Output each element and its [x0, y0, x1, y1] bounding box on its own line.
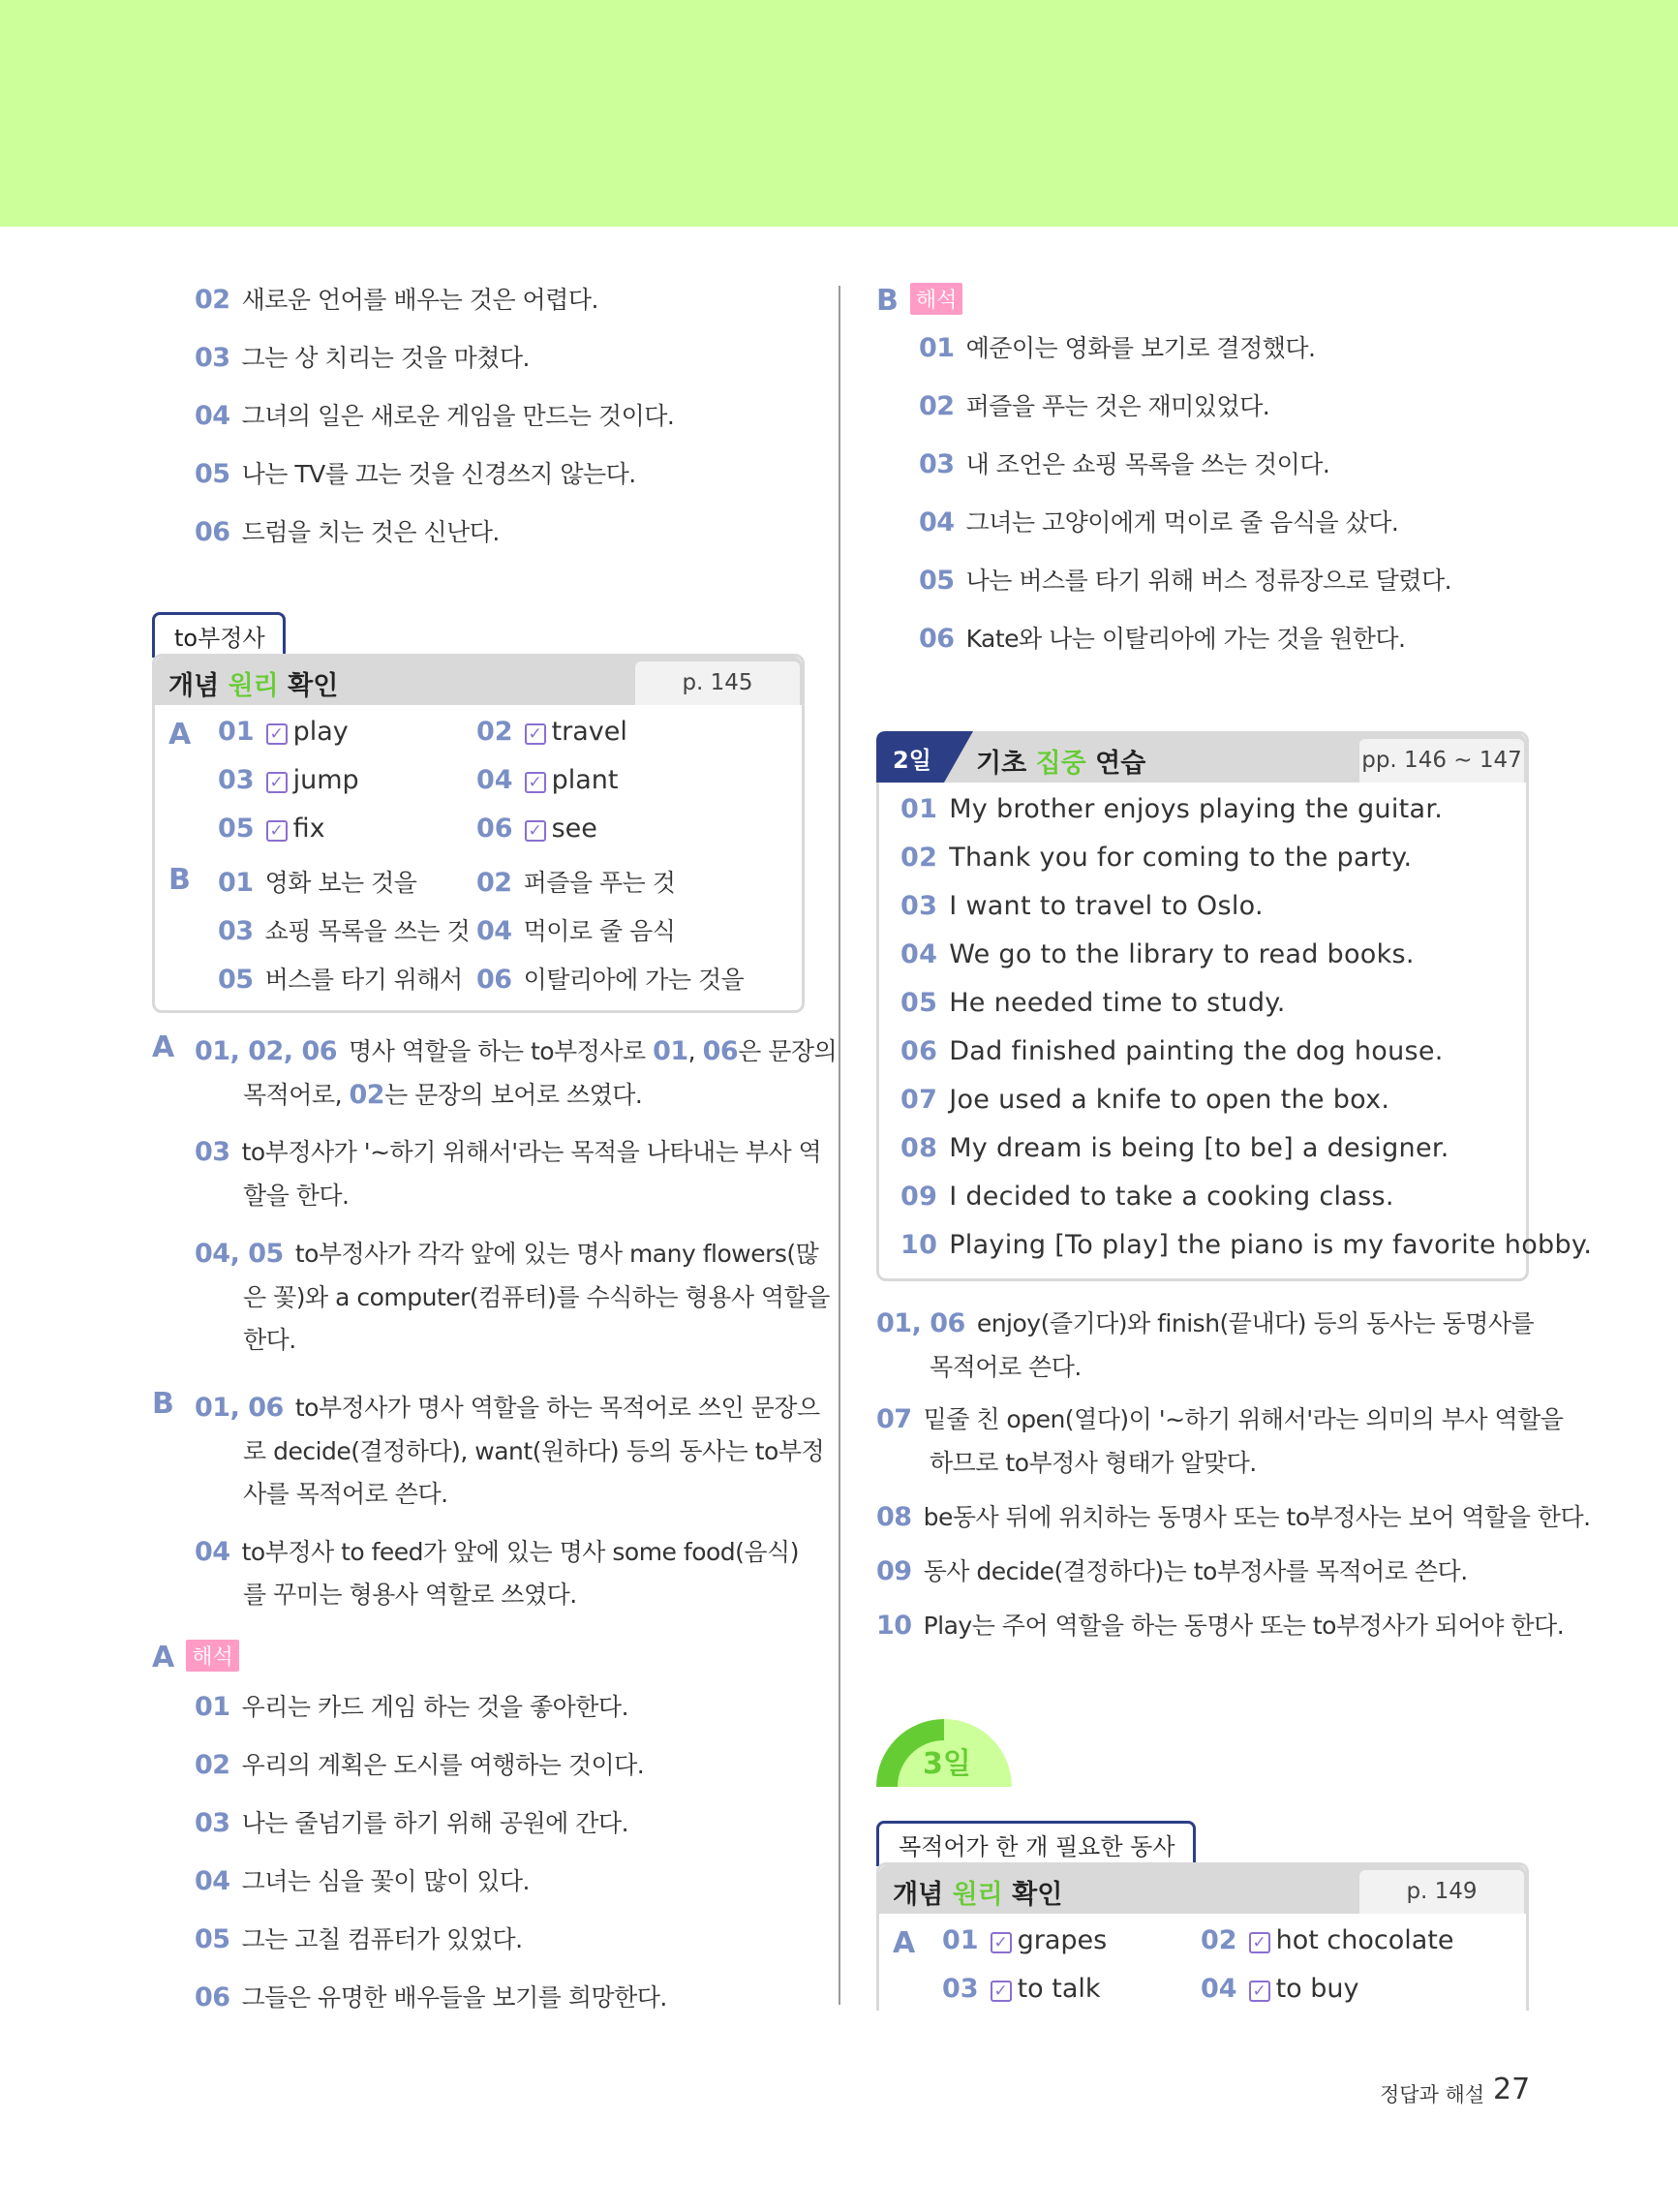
answer-item: 02 ✓ hot chocolate [1201, 1925, 1454, 1955]
check-icon: ✓ [266, 772, 288, 793]
check-icon: ✓ [266, 723, 288, 745]
answer-item: 03 ✓ to talk [942, 1974, 1101, 2004]
answer-item: 06 ✓ see [476, 814, 597, 844]
answer-item: 02 Thank you for coming to the party. [900, 843, 1413, 873]
answer-item: 05 ✓ fix [218, 814, 325, 844]
check-icon: ✓ [525, 820, 546, 842]
day-badge-label: 3일 [923, 1747, 971, 1781]
list-item: 01 우리는 카드 게임 하는 것을 좋아한다. [195, 1692, 629, 1722]
list-item: 04 그녀의 일은 새로운 게임을 만드는 것이다. [195, 401, 675, 431]
explanation-line: 목적어로, 02는 문장의 보어로 쓰였다. [243, 1080, 643, 1110]
day-label: 2일 [893, 747, 931, 774]
explanation-line: 08 be동사 뒤에 위치하는 동명사 또는 to부정사는 보어 역할을 한다. [876, 1502, 1591, 1532]
explanation-line: 한다. [243, 1326, 296, 1354]
box-title: 개념 원리 확인 [893, 1880, 1063, 1910]
list-item: 05 나는 버스를 타기 위해 버스 정류장으로 달렸다. [919, 566, 1452, 596]
list-item: 06 그들은 유명한 배우들을 보기를 희망한다. [195, 1982, 667, 2012]
list-item: 01 예준이는 영화를 보기로 결정했다. [919, 333, 1316, 363]
list-item: 06 드럼을 치는 것은 신난다. [195, 517, 500, 547]
list-item: 03 나는 줄넘기를 하기 위해 공원에 간다. [195, 1808, 629, 1838]
section-label-a: A [168, 718, 192, 752]
section-label-b: B [168, 863, 191, 897]
section-label-a: A [152, 1030, 175, 1064]
translation-tag: 해석 [186, 1640, 239, 1672]
category-tab: 목적어가 한 개 필요한 동사 [876, 1821, 1196, 1866]
list-item: 02 우리의 계획은 도시를 여행하는 것이다. [195, 1750, 645, 1780]
answer-item: 07 Joe used a knife to open the box. [900, 1085, 1390, 1115]
section-label-b: B [152, 1387, 174, 1421]
translation-header: A 해석 [152, 1640, 239, 1674]
answer-item: 05 버스를 타기 위해서 [218, 965, 463, 995]
box-title: 개념 원리 확인 [168, 671, 339, 701]
answer-item: 08 My dream is being [to be] a designer. [900, 1133, 1449, 1163]
list-item: 04 그녀는 심을 꽃이 많이 있다. [195, 1866, 530, 1896]
check-icon: ✓ [525, 772, 546, 793]
answer-item: 02 ✓ travel [476, 717, 627, 747]
page-reference: p. 149 [1359, 1870, 1524, 1914]
list-item: 05 그는 고칠 컴퓨터가 있었다. [195, 1924, 523, 1954]
footer-label: 정답과 해설 [1380, 2083, 1485, 2106]
answer-item: 04 먹이로 줄 음식 [476, 916, 676, 946]
explanation-line: 를 꾸미는 형용사 역할로 쓰였다. [243, 1581, 577, 1609]
explanation-line: 01, 06 to부정사가 명사 역할을 하는 목적어로 쓰인 문장으 [195, 1393, 820, 1423]
answer-item: 01 ✓ play [218, 717, 349, 747]
explanation-line: 하므로 to부정사 형태가 알맞다. [930, 1449, 1257, 1477]
explanation-line: 10 Play는 주어 역할을 하는 동명사 또는 to부정사가 되어야 한다. [876, 1611, 1565, 1641]
box-title: 기초 집중 연습 [976, 749, 1146, 779]
explanation-line: 목적어로 쓴다. [930, 1353, 1082, 1381]
answer-item: 04 ✓ plant [476, 765, 619, 795]
list-item: 06 Kate와 나는 이탈리아에 가는 것을 원한다. [919, 624, 1406, 654]
explanation-line: 07 밑줄 친 open(열다)이 '~하기 위해서'라는 의미의 부사 역할을 [876, 1404, 1564, 1434]
answer-item: 09 I decided to take a cooking class. [900, 1182, 1394, 1212]
day-badge [876, 1714, 1012, 1787]
answer-item: 01 영화 보는 것을 [218, 868, 417, 898]
answer-item: 06 Dad finished painting the dog house. [900, 1036, 1444, 1066]
list-item: 04 그녀는 고양이에게 먹이로 줄 음식을 샀다. [919, 507, 1399, 538]
answer-item: 03 쇼핑 목록을 쓰는 것 [218, 916, 471, 946]
column-divider [839, 286, 840, 2005]
concept-box [876, 1862, 1529, 2011]
answer-item: 10 Playing [To play] the piano is my favorite hobby. [900, 1230, 1593, 1260]
check-icon: ✓ [525, 723, 546, 745]
answer-item: 03 ✓ jump [218, 765, 359, 795]
category-tab: to부정사 [152, 612, 286, 658]
page-reference: p. 145 [635, 661, 800, 705]
answer-item: 04 ✓ to buy [1201, 1974, 1359, 2004]
list-item: 03 내 조언은 쇼핑 목록을 쓰는 것이다. [919, 449, 1330, 479]
concept-box [152, 654, 805, 1013]
answer-item: 01 My brother enjoys playing the guitar. [900, 794, 1444, 824]
explanation-line: 04 to부정사 to feed가 앞에 있는 명사 some food(음식) [195, 1537, 799, 1567]
answer-item: 02 퍼즐을 푸는 것 [476, 868, 676, 898]
explanation-line: 01, 06 enjoy(즐기다)와 finish(끝내다) 등의 동사는 동명사를 [876, 1308, 1535, 1338]
explanation-line: 04, 05 to부정사가 각각 앞에 있는 명사 many flowers(많 [195, 1239, 819, 1269]
translation-tag: 해석 [910, 283, 963, 315]
explanation-line: 사를 목적어로 쓴다. [243, 1480, 448, 1508]
check-icon: ✓ [991, 1981, 1012, 2002]
header-band [0, 0, 1678, 227]
explanation-line: 03 to부정사가 '~하기 위해서'라는 목적을 나타내는 부사 역 [195, 1137, 822, 1167]
explanation-line: 은 꽃)와 a computer(컴퓨터)를 수식하는 형용사 역할을 [243, 1283, 830, 1311]
translation-header: B 해석 [876, 283, 962, 318]
list-item: 02 퍼즐을 푸는 것은 재미있었다. [919, 391, 1270, 421]
section-label-a: A [893, 1926, 916, 1960]
answer-item: 01 ✓ grapes [942, 1925, 1108, 1955]
explanation-line: 09 동사 decide(결정하다)는 to부정사를 목적어로 쓴다. [876, 1556, 1468, 1586]
check-icon: ✓ [1249, 1932, 1270, 1953]
answer-item: 05 He needed time to study. [900, 988, 1286, 1018]
check-icon: ✓ [266, 820, 288, 842]
answer-item: 06 이탈리아에 가는 것을 [476, 965, 745, 995]
page-reference: pp. 146 ~ 147 [1359, 739, 1524, 783]
box-header [879, 734, 1526, 783]
list-item: 02 새로운 언어를 배우는 것은 어렵다. [195, 285, 598, 315]
answer-item: 04 We go to the library to read books. [900, 939, 1415, 969]
explanation-line: 할을 한다. [243, 1182, 350, 1210]
list-item: 05 나는 TV를 끄는 것을 신경쓰지 않는다. [195, 459, 636, 489]
list-item: 03 그는 상 치리는 것을 마쳤다. [195, 343, 530, 373]
answer-item: 03 I want to travel to Oslo. [900, 891, 1264, 921]
box-header [155, 657, 802, 705]
check-icon: ✓ [991, 1932, 1012, 1953]
practice-box [876, 731, 1593, 1281]
box-header [879, 1865, 1526, 1914]
explanation-line: 로 decide(결정하다), want(원하다) 등의 동사는 to부정 [243, 1437, 825, 1465]
explanation-line: 01, 02, 06 명사 역할을 하는 to부정사로 01, 06은 문장의 [195, 1036, 838, 1066]
page-number: 27 [1493, 2073, 1531, 2106]
check-icon: ✓ [1249, 1981, 1270, 2002]
